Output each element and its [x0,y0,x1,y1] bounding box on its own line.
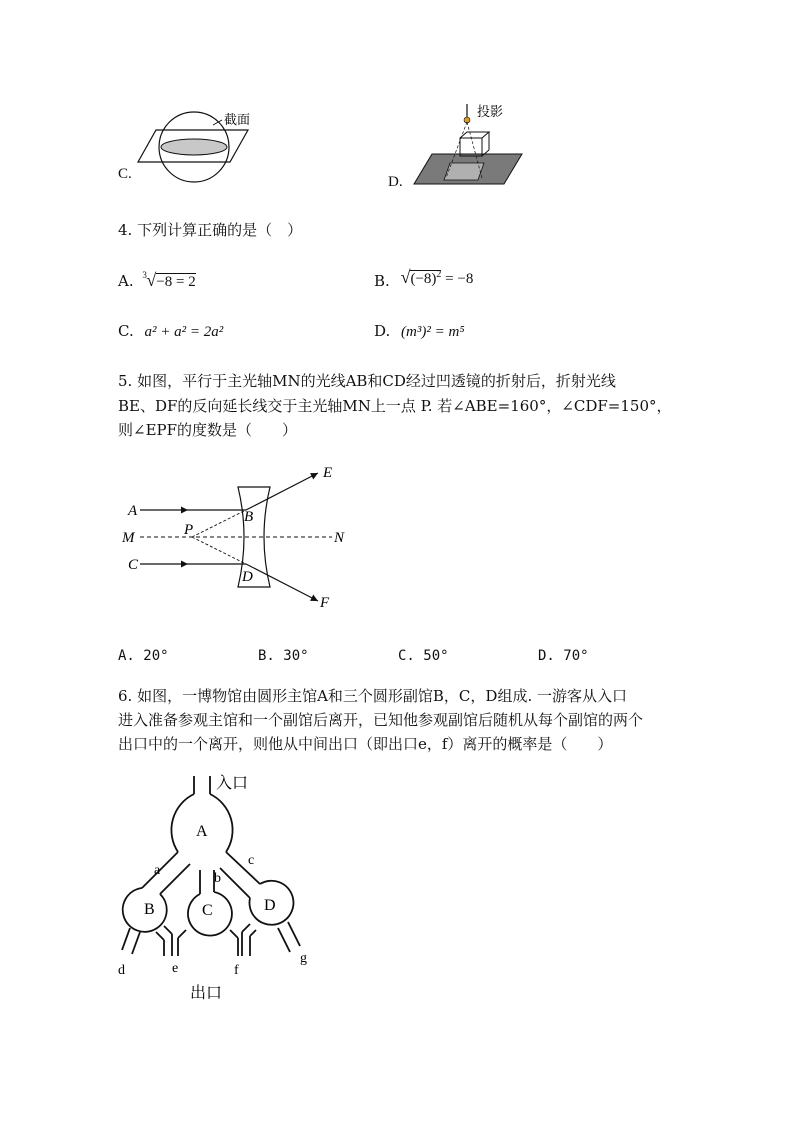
q5-stem-line1: 5. 如图，平行于主光轴MN的光线AB和CD经过凹透镜的折射后，折射光线 [118,372,616,390]
q4-option-b-label: B. [374,272,390,290]
q5-option-b: B. 30° [258,648,309,664]
label-e: E [323,465,333,481]
q5-option-a: A. 20° [118,648,169,664]
q5-option-c: C. 50° [398,648,449,664]
q4-option-d-label: D. [374,322,391,340]
hall-c-label: C [202,902,213,919]
corridor-b-label: b [214,871,221,886]
entrance-label: 入口 [216,775,249,792]
q4-option-c-label: C. [118,322,134,340]
q3-section-caption: 截面 [224,112,251,127]
projection-figure [388,100,538,195]
q3-option-d [388,100,538,195]
label-n: N [334,530,345,546]
q5-stem-line2: BE、DF的反向延长线交于主光轴MN上一点 P. 若∠ABE=160°，∠CDF=150°， [118,397,672,415]
q4-option-d [374,322,465,341]
hall-d-label: D [264,897,276,914]
label-b: B [244,509,254,525]
q3-option-d-label: D. [388,174,403,190]
q4-option-b-exponent: 2 [436,269,442,280]
q4-option-a: A. 3 √−8 = 2 [118,270,196,290]
q4-option-a-expression: −8 = 2 [156,274,196,290]
corridor-a-label: a [154,863,161,878]
exit-d-label: d [118,963,125,978]
museum-layout-diagram [112,770,322,1010]
q3-option-c-label: C. [118,166,132,182]
q4-option-a-root-index: 3 [142,270,147,280]
hall-b-label: B [144,901,155,918]
q6-stem-line1: 6. 如图，一博物馆由圆形主馆A和三个圆形副馆B，C，D组成. 一游客从入口 [118,687,627,705]
label-f: F [320,595,330,611]
q4-option-b-rhs: = −8 [441,271,474,287]
q3-projection-caption: 投影 [477,104,504,119]
q3-option-c [118,100,268,190]
q5-option-d: D. 70° [538,648,589,664]
exit-g-label: g [300,951,307,966]
label-d: D [242,569,253,585]
exit-f-label: f [234,963,239,978]
q5-stem-line3: 则∠EPF的度数是（ ） [118,421,298,439]
concave-lens-diagram [118,463,358,613]
q4-option-b-radicand: (−8) [410,271,437,287]
q6-stem-line3: 出口中的一个离开，则他从中间出口（即出口e，f）离开的概率是（ ） [118,735,613,753]
label-p: P [184,522,194,538]
label-m: M [122,530,135,546]
q4-stem: 4. 下列计算正确的是（ ） [118,221,303,239]
q4-option-a-label: A. [118,272,134,290]
q6-stem-line2: 进入准备参观主馆和一个副馆后离开，已知他参观副馆后随机从每个副馆的两个 [118,711,644,729]
hall-a-label: A [196,823,208,840]
q4-option-c [118,322,223,341]
q4-option-b: B. $√(-8)^2 = -8$ [374,267,474,290]
exit-label: 出口 [190,985,223,1002]
q4-option-d-expression: (m³)² = m⁵ [401,324,465,340]
label-c: C [128,557,139,573]
label-a: A [128,503,138,519]
q4-option-c-expression: a² + a² = 2a² [144,324,224,340]
corridor-c-label: c [248,853,255,868]
sphere-section-figure [118,100,268,190]
exit-e-label: e [172,961,179,976]
